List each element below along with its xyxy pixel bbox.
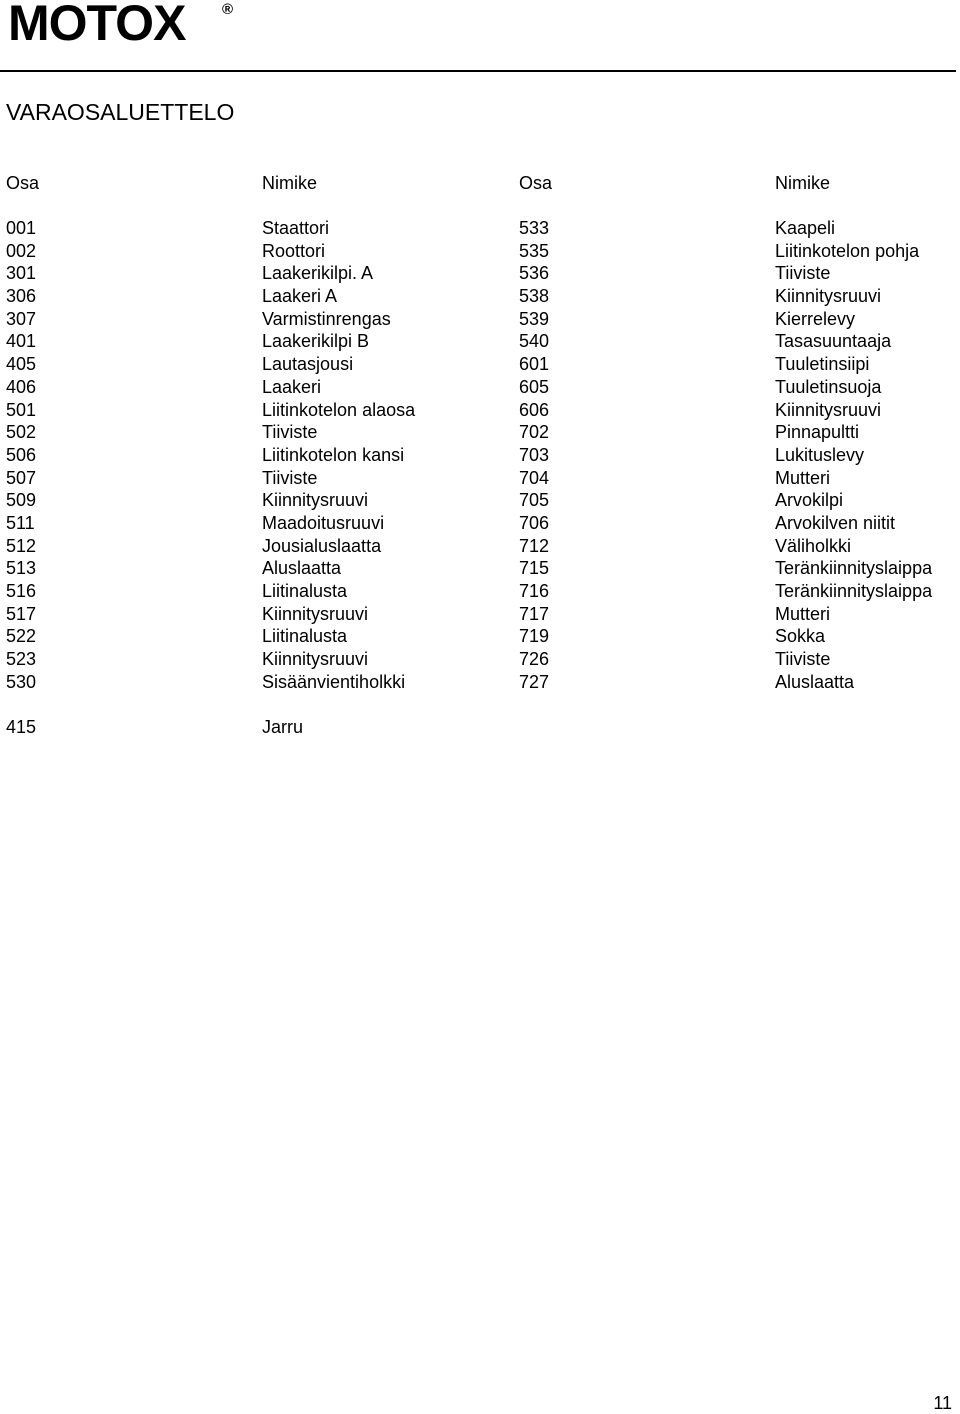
part-number: 703 bbox=[519, 444, 550, 465]
part-number: 517 bbox=[6, 603, 37, 624]
part-number: 401 bbox=[6, 331, 37, 352]
part-number: 535 bbox=[519, 240, 550, 261]
part-name: Arvokilven niitit bbox=[775, 512, 896, 533]
extra-part-name: Jarru bbox=[262, 717, 304, 737]
part-name: Tiiviste bbox=[775, 649, 831, 670]
logo-text: MOTOX bbox=[8, 0, 186, 51]
part-name: Roottori bbox=[262, 240, 326, 261]
part-number: 538 bbox=[519, 286, 550, 307]
part-name: Aluslaatta bbox=[775, 671, 855, 692]
part-name: Aluslaatta bbox=[262, 558, 342, 579]
part-name: Sokka bbox=[775, 626, 826, 647]
part-number: 704 bbox=[519, 467, 550, 488]
right-part-names bbox=[775, 217, 932, 693]
part-number: 530 bbox=[6, 671, 37, 692]
part-name: Staattori bbox=[262, 218, 330, 238]
column-header-name-right: Nimike bbox=[775, 173, 831, 193]
part-number: 712 bbox=[519, 535, 550, 556]
part-number: 540 bbox=[519, 331, 550, 352]
column-header-name-left: Nimike bbox=[262, 173, 318, 193]
page-number: 11 bbox=[933, 1393, 952, 1413]
part-number: 706 bbox=[519, 512, 550, 533]
part-number: 307 bbox=[6, 308, 37, 329]
part-name: Teränkiinnityslaippa bbox=[775, 558, 933, 579]
part-name: Liitinalusta bbox=[262, 581, 348, 601]
part-name: Laakeri bbox=[262, 376, 322, 397]
part-number: 512 bbox=[6, 535, 37, 556]
page-title: VARAOSALUETTELO bbox=[6, 99, 235, 125]
part-name: Mutteri bbox=[775, 467, 831, 488]
part-name: Laakeri A bbox=[262, 286, 338, 307]
part-number: 715 bbox=[519, 558, 550, 579]
part-name: Lukituslevy bbox=[775, 444, 865, 465]
part-name: Tuuletinsuoja bbox=[775, 376, 882, 397]
part-number: 501 bbox=[6, 399, 37, 420]
part-number: 717 bbox=[519, 603, 550, 624]
part-name: Liitinkotelon kansi bbox=[262, 444, 405, 465]
part-number: 727 bbox=[519, 671, 550, 692]
part-number: 719 bbox=[519, 626, 550, 647]
part-name: Kierrelevy bbox=[775, 308, 856, 329]
part-number: 716 bbox=[519, 581, 550, 601]
part-number: 536 bbox=[519, 263, 550, 284]
column-header-part-right: Osa bbox=[519, 173, 553, 193]
part-number: 705 bbox=[519, 490, 550, 511]
column-header-part-left: Osa bbox=[6, 173, 40, 193]
part-name: Maadoitusruuvi bbox=[262, 512, 385, 533]
part-name: Kiinnitysruuvi bbox=[775, 399, 882, 420]
left-part-numbers bbox=[6, 217, 36, 693]
part-name: Mutteri bbox=[775, 603, 831, 624]
right-part-numbers bbox=[519, 217, 549, 693]
part-name: Tiiviste bbox=[262, 422, 318, 443]
part-number: 523 bbox=[6, 649, 37, 670]
part-number: 605 bbox=[519, 376, 550, 397]
part-number: 507 bbox=[6, 467, 37, 488]
part-number: 002 bbox=[6, 240, 37, 261]
registered-mark: ® bbox=[222, 1, 234, 18]
part-name: Kiinnitysruuvi bbox=[262, 603, 369, 624]
part-number: 502 bbox=[6, 422, 37, 443]
part-name: Tuuletinsiipi bbox=[775, 354, 870, 375]
part-number: 702 bbox=[519, 422, 550, 443]
part-number: 511 bbox=[6, 512, 35, 533]
part-name: Laakerikilpi. A bbox=[262, 263, 374, 284]
part-name: Sisäänvientiholkki bbox=[262, 671, 406, 692]
part-number: 306 bbox=[6, 286, 37, 307]
part-name: Lautasjousi bbox=[262, 354, 354, 375]
part-name: Tiiviste bbox=[775, 263, 831, 284]
part-number: 726 bbox=[519, 649, 550, 670]
part-name: Teränkiinnityslaippa bbox=[775, 581, 933, 601]
part-name: Tasasuuntaaja bbox=[775, 331, 892, 352]
part-name: Kiinnitysruuvi bbox=[262, 649, 369, 670]
part-name: Varmistinrengas bbox=[262, 308, 391, 329]
part-number: 601 bbox=[519, 354, 550, 375]
part-name: Liitinkotelon pohja bbox=[775, 240, 920, 261]
part-number: 522 bbox=[6, 626, 37, 647]
part-name: Väliholkki bbox=[775, 535, 852, 556]
part-number: 509 bbox=[6, 490, 37, 511]
part-number: 606 bbox=[519, 399, 550, 420]
part-name: Pinnapultti bbox=[775, 422, 860, 443]
part-name: Kiinnitysruuvi bbox=[262, 490, 369, 511]
header-divider bbox=[0, 70, 956, 72]
part-number: 001 bbox=[6, 218, 37, 238]
part-number: 539 bbox=[519, 308, 550, 329]
part-number: 533 bbox=[519, 218, 550, 238]
part-name: Tiiviste bbox=[262, 467, 318, 488]
part-name: Liitinkotelon alaosa bbox=[262, 399, 416, 420]
motox-logo bbox=[8, 0, 186, 51]
part-number: 516 bbox=[6, 581, 37, 601]
part-number: 513 bbox=[6, 558, 37, 579]
part-number: 301 bbox=[6, 263, 37, 284]
part-number: 405 bbox=[6, 354, 37, 375]
part-name: Jousialuslaatta bbox=[262, 535, 382, 556]
part-name: Kaapeli bbox=[775, 218, 836, 238]
left-part-names bbox=[262, 217, 415, 693]
part-name: Kiinnitysruuvi bbox=[775, 286, 882, 307]
part-number: 506 bbox=[6, 444, 37, 465]
part-name: Laakerikilpi B bbox=[262, 331, 370, 352]
part-name: Arvokilpi bbox=[775, 490, 844, 511]
part-name: Liitinalusta bbox=[262, 626, 348, 647]
part-number: 406 bbox=[6, 376, 37, 397]
extra-part-number: 415 bbox=[6, 717, 37, 737]
